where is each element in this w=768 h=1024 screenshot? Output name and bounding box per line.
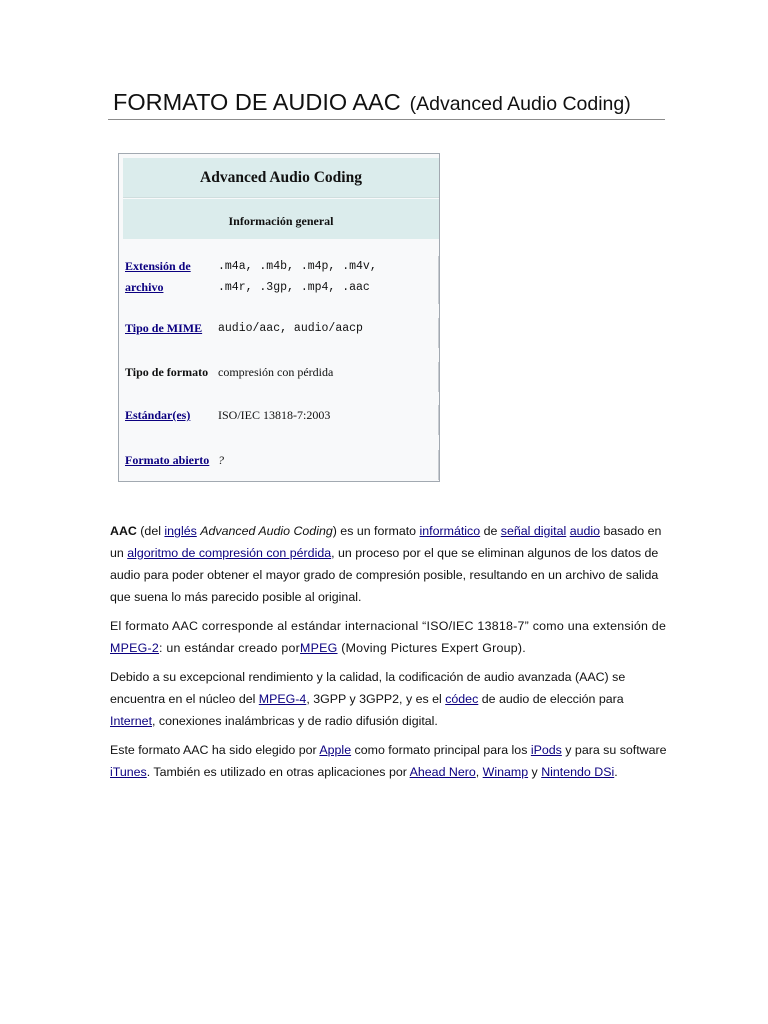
infobox-row-format-type [123, 362, 439, 392]
paragraph-3 [110, 666, 670, 732]
open-format-link[interactable]: Formato abierto [125, 453, 210, 467]
link-winamp[interactable]: Winamp [482, 765, 529, 779]
text: ) es un formato [332, 524, 420, 538]
title-subtitle: (Advanced Audio Coding) [409, 93, 631, 115]
mime-link[interactable]: Tipo de MIME [125, 321, 203, 335]
text: Debido a su excepcional rendimiento y la calidad, la codificación de audio avanzada (AAC) se encuentra en el núcleo del [110, 670, 626, 706]
link-itunes[interactable]: iTunes [110, 765, 147, 779]
infobox-value-standard: ISO/IEC 13818-7:2003 [218, 408, 331, 422]
link-mpeg-4[interactable]: MPEG-4 [258, 692, 307, 706]
paragraph-4 [110, 739, 670, 783]
infobox-caption: Advanced Audio Coding [123, 158, 439, 198]
text: Este formato AAC ha sido elegido por [110, 743, 320, 757]
link-informatico[interactable]: informático [419, 524, 481, 538]
infobox-row-extension [123, 256, 439, 304]
infobox-value-open-format: ? [218, 453, 224, 467]
infobox-value-format-type: compresión con pérdida [218, 365, 334, 379]
infobox-value-extension [218, 256, 428, 298]
text: El formato AAC corresponde al estándar internacional “ISO/IEC 13818-7” como una extensión de [110, 619, 667, 633]
link-ipods[interactable]: iPods [530, 743, 562, 757]
text: como formato principal para los [351, 743, 531, 757]
text: . También es utilizado en otras aplicaciones por [146, 765, 410, 779]
page-title [108, 84, 665, 120]
infobox-section-header: Información general [123, 199, 439, 239]
link-ingles[interactable]: inglés [164, 524, 197, 538]
infobox-label-standard[interactable] [125, 405, 215, 426]
infobox [118, 153, 440, 482]
link-apple[interactable]: Apple [319, 743, 352, 757]
text: , [475, 765, 483, 779]
article-body [110, 520, 670, 790]
link-ahead-nero[interactable]: Ahead Nero [409, 765, 476, 779]
title-main: FORMATO DE AUDIO AAC [113, 89, 401, 115]
text: (Moving Pictures Expert Group). [337, 641, 526, 655]
link-mpeg-2[interactable]: MPEG-2 [110, 641, 160, 655]
infobox-label-open-format[interactable] [125, 450, 215, 471]
text: basado en un [110, 524, 662, 560]
link-senal-digital[interactable]: señal digital [500, 524, 567, 538]
text: : un estándar creado por [159, 641, 301, 655]
term-aac: AAC [110, 524, 137, 538]
term-english-name: Advanced Audio Coding [200, 524, 333, 538]
extension-value-line2: .m4r, .3gp, .mp4, .aac [218, 281, 370, 294]
text: de audio de elección para [478, 692, 624, 706]
text: y para su software [561, 743, 667, 757]
link-nintendo-dsi[interactable]: Nintendo DSi [541, 765, 615, 779]
text: , conexiones inalámbricas y de radio difusión digital. [152, 714, 438, 728]
infobox-row-mime [123, 318, 439, 348]
infobox-label-extension[interactable] [125, 256, 215, 298]
standard-link[interactable]: Estándar(es) [125, 408, 191, 422]
link-mpeg[interactable]: MPEG [300, 641, 338, 655]
infobox-value-mime: audio/aac, audio/aacp [218, 322, 363, 335]
link-algoritmo-compresion[interactable]: algoritmo de compresión con pérdida [127, 546, 332, 560]
link-internet[interactable]: Internet [110, 714, 153, 728]
text: . [614, 765, 618, 779]
infobox-label-mime[interactable] [125, 318, 215, 339]
text: (del [136, 524, 165, 538]
paragraph-2 [110, 615, 670, 659]
infobox-label-format-type: Tipo de formato [125, 365, 209, 379]
paragraph-1 [110, 520, 670, 608]
text: y [528, 765, 542, 779]
link-audio[interactable]: audio [569, 524, 601, 538]
extension-link[interactable]: Extensión de archivo [125, 259, 191, 294]
text: , 3GPP y 3GPP2, y es el [306, 692, 446, 706]
text: , un proceso por el que se eliminan algunos de los datos de audio para poder obtener el mayor grado de compresión posible, resultando en un archivo de salida que suena lo más parecido posible al original. [110, 546, 659, 604]
text: de [480, 524, 501, 538]
link-codec[interactable]: códec [445, 692, 479, 706]
extension-value-line1: .m4a, .m4b, .m4p, .m4v, [218, 260, 377, 273]
infobox-row-open-format [123, 450, 439, 480]
infobox-row-standard [123, 405, 439, 435]
